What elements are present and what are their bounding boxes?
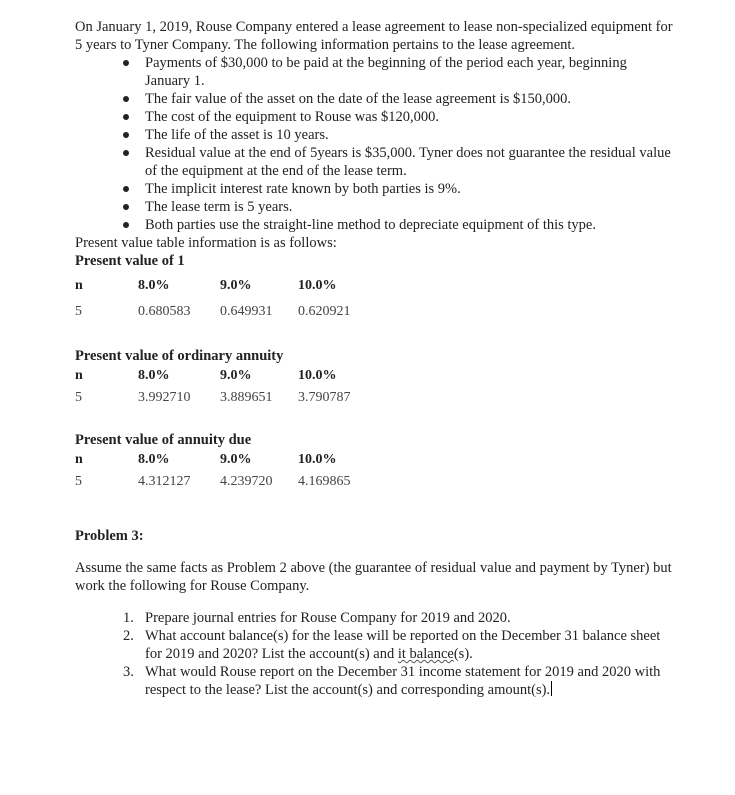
cell-n: 5 xyxy=(75,390,82,405)
task-2-text: What account balance(s) for the lease will be reported on the December 31 balance sheet for 2019 and 2020? List the account(s) and xyxy=(145,628,661,662)
table-title-annuity-due: Present value of annuity due xyxy=(75,432,252,448)
table-title-ordinary-annuity: Present value of ordinary annuity xyxy=(75,348,284,364)
cell-10: 4.169865 xyxy=(298,474,351,489)
header-cell-9: 9.0% xyxy=(220,452,252,467)
bullet-item: The fair value of the asset on the date of the lease agreement is $150,000. xyxy=(145,90,675,108)
cell-9: 4.239720 xyxy=(220,474,273,489)
task-3-text: What would Rouse report on the December 31 income statement for 2019 and 2020 with respect to the lease? List the account(s) and corresponding amount(s). xyxy=(145,664,661,698)
header-cell-8: 8.0% xyxy=(138,452,170,467)
cell-9: 0.649931 xyxy=(220,304,273,319)
spellcheck-flagged-text: it balance xyxy=(397,646,454,662)
pv-ordinary-annuity-table xyxy=(75,365,378,409)
table-row xyxy=(75,387,378,409)
header-cell-n: n xyxy=(75,452,83,467)
bullet-item: Residual value at the end of 5years is $35,000. Tyner does not guarantee the residual value of the equipment at the end of the lease term. xyxy=(145,144,675,180)
header-cell-10: 10.0% xyxy=(298,278,337,293)
task-item-3[interactable] xyxy=(145,663,675,699)
cell-8: 0.680583 xyxy=(138,304,191,319)
cell-8: 3.992710 xyxy=(138,390,191,405)
bullet-item: The lease term is 5 years. xyxy=(145,198,675,216)
cell-10: 0.620921 xyxy=(298,304,351,319)
table-header-row xyxy=(75,275,378,297)
pv-of-1-table xyxy=(75,275,378,327)
problem-text: Assume the same facts as Problem 2 above (the guarantee of residual value and payment by Tyner) but work the following for Rouse Company. xyxy=(75,560,672,594)
cell-n: 5 xyxy=(75,304,82,319)
header-cell-8: 8.0% xyxy=(138,278,170,293)
header-cell-10: 10.0% xyxy=(298,452,337,467)
bullet-item: Payments of $30,000 to be paid at the beginning of the period each year, beginning January 1. xyxy=(145,54,675,90)
header-cell-9: 9.0% xyxy=(220,278,252,293)
bullet-item: The life of the asset is 10 years. xyxy=(145,126,675,144)
intro-paragraph: On January 1, 2019, Rouse Company entered a lease agreement to lease non-specialized equipment for 5 years to Tyner Company. The following information pertains to the lease agreement. xyxy=(75,19,673,53)
header-cell-9: 9.0% xyxy=(220,368,252,383)
header-cell-n: n xyxy=(75,368,83,383)
cell-n: 5 xyxy=(75,474,82,489)
problem-title: Problem 3: xyxy=(75,528,144,544)
bullet-item: The cost of the equipment to Rouse was $120,000. xyxy=(145,108,675,126)
lease-facts-list xyxy=(75,54,675,234)
bullet-item: Both parties use the straight-line method to depreciate equipment of this type. xyxy=(145,216,675,234)
text-cursor xyxy=(551,681,552,696)
header-cell-8: 8.0% xyxy=(138,368,170,383)
cell-10: 3.790787 xyxy=(298,390,351,405)
table-title-pv-of-1: Present value of 1 xyxy=(75,253,185,269)
bullet-item: The implicit interest rate known by both parties is 9%. xyxy=(145,180,675,198)
task-item-2 xyxy=(145,627,675,663)
header-cell-n: n xyxy=(75,278,83,293)
table-row xyxy=(75,471,378,493)
pv-annuity-due-table xyxy=(75,449,378,493)
table-header-row xyxy=(75,365,378,387)
cell-9: 3.889651 xyxy=(220,390,273,405)
table-header-row xyxy=(75,449,378,471)
task-2-suffix: (s). xyxy=(453,646,473,662)
task-item-1: Prepare journal entries for Rouse Company for 2019 and 2020. xyxy=(145,610,511,626)
header-cell-10: 10.0% xyxy=(298,368,337,383)
task-list xyxy=(75,609,675,699)
pv-intro: Present value table information is as follows: xyxy=(75,235,337,251)
table-row xyxy=(75,297,378,327)
cell-8: 4.312127 xyxy=(138,474,191,489)
